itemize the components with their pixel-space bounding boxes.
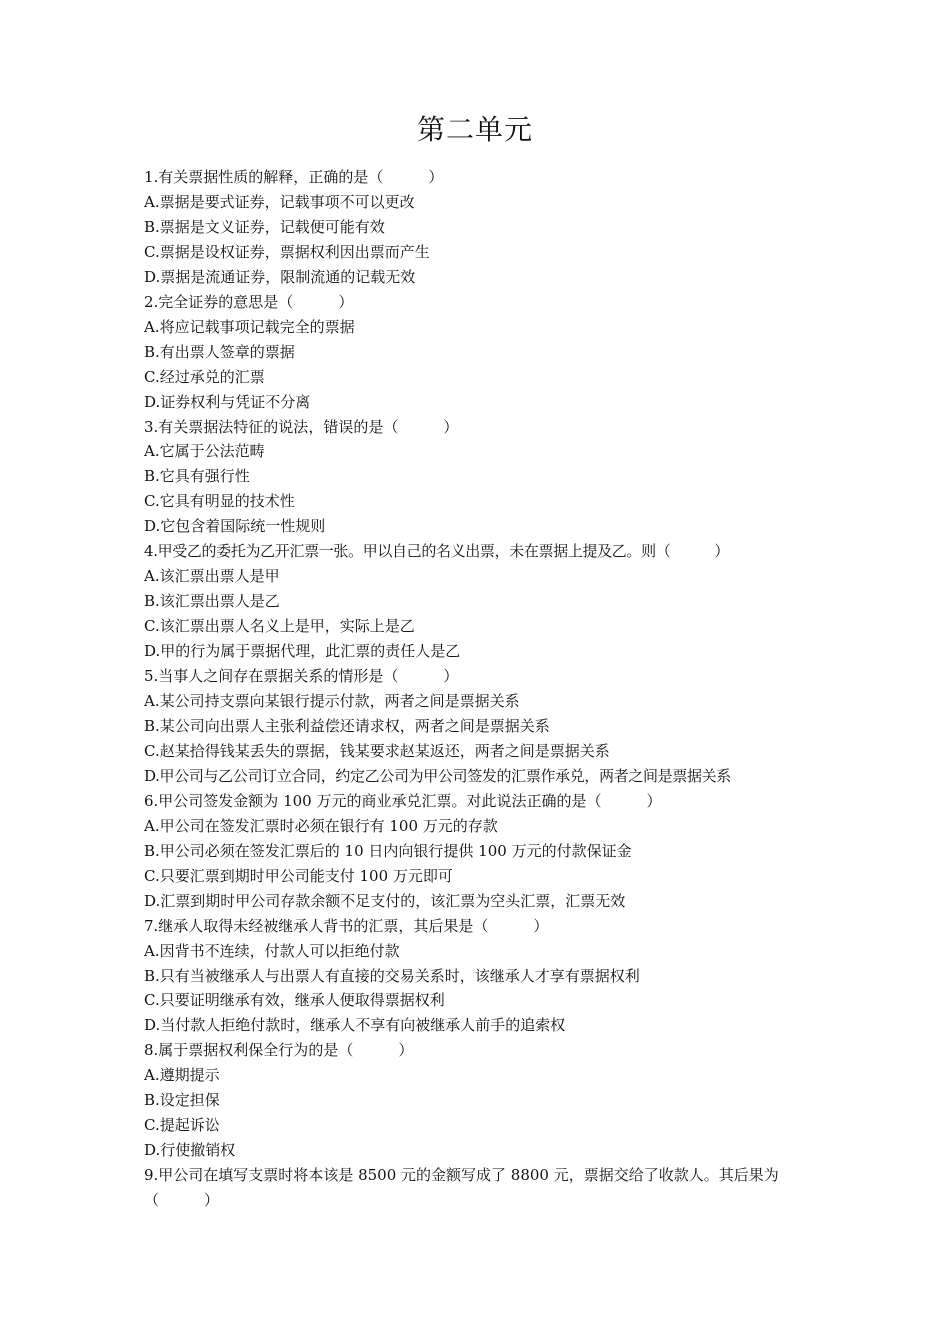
question-list (144, 165, 812, 1213)
answer-option: A.将应记载事项记载完全的票据 (144, 317, 355, 336)
answer-option: D.汇票到期时甲公司存款余额不足支付的，该汇票为空头汇票，汇票无效 (144, 891, 626, 910)
answer-option: C.经过承兑的汇票 (144, 367, 265, 386)
answer-option: D.证券权利与凭证不分离 (144, 392, 311, 411)
question-stem: 2.完全证券的意思是（ ） (144, 292, 354, 311)
answer-option: C.它具有明显的技术性 (144, 492, 295, 511)
question-stem: 6.甲公司签发金额为 100 万元的商业承兑汇票。对此说法正确的是（ ） (144, 791, 662, 810)
question-stem: 7.继承人取得未经被继承人背书的汇票，其后果是（ ） (144, 916, 549, 935)
answer-option: B.只有当被继承人与出票人有直接的交易关系时，该继承人才享有票据权利 (144, 966, 640, 985)
question-stem: 1.有关票据性质的解释，正确的是（ ） (144, 168, 444, 186)
question-stem: 9.甲公司在填写支票时将本该是 8500 元的金额写成了 8800 元，票据交给了收款人。其后果为（ ） (144, 1166, 779, 1210)
answer-option: B.甲公司必须在签发汇票后的 10 日内向银行提供 100 万元的付款保证金 (144, 841, 632, 860)
answer-option: A.甲公司在签发汇票时必须在银行有 100 万元的存款 (144, 816, 498, 835)
answer-option: C.票据是设权证券，票据权利因出票而产生 (144, 242, 430, 261)
answer-option: B.票据是文义证券，记载便可能有效 (144, 217, 385, 236)
answer-option: C.该汇票出票人名义上是甲，实际上是乙 (144, 617, 415, 636)
answer-option: A.它属于公法范畴 (144, 442, 265, 461)
question-stem: 8.属于票据权利保全行为的是（ ） (144, 1041, 414, 1060)
answer-option: C.赵某拾得钱某丢失的票据，钱某要求赵某返还，两者之间是票据关系 (144, 741, 610, 760)
answer-option: B.该汇票出票人是乙 (144, 592, 280, 611)
answer-option: A.某公司持支票向某银行提示付款，两者之间是票据关系 (144, 692, 520, 711)
answer-option: C.只要汇票到期时甲公司能支付 100 万元即可 (144, 866, 453, 885)
answer-option: D.行使撤销权 (144, 1141, 236, 1160)
answer-option: C.提起诉讼 (144, 1116, 220, 1135)
answer-option: D.票据是流通证券，限制流通的记载无效 (144, 267, 416, 286)
answer-option: D.甲的行为属于票据代理，此汇票的责任人是乙 (144, 642, 461, 661)
question-stem: 5.当事人之间存在票据关系的情形是（ ） (144, 667, 459, 686)
page-title: 第二单元 (416, 113, 533, 146)
answer-option: A.票据是要式证券，记载事项不可以更改 (144, 192, 415, 211)
answer-option: C.只要证明继承有效，继承人便取得票据权利 (144, 991, 445, 1010)
answer-option: A.遵期提示 (144, 1066, 220, 1085)
answer-option: D.甲公司与乙公司订立合同，约定乙公司为甲公司签发的汇票作承兑，两者之间是票据关系 (144, 766, 731, 785)
answer-option: A.该汇票出票人是甲 (144, 567, 280, 586)
answer-option: B.它具有强行性 (144, 467, 250, 486)
answer-option: B.某公司向出票人主张利益偿还请求权，两者之间是票据关系 (144, 716, 550, 735)
question-stem: 4.甲受乙的委托为乙开汇票一张。甲以自己的名义出票，未在票据上提及乙。则（ ） (144, 542, 729, 561)
answer-option: D.当付款人拒绝付款时，继承人不享有向被继承人前手的追索权 (144, 1016, 566, 1035)
question-stem: 3.有关票据法特征的说法，错误的是（ ） (144, 417, 459, 436)
answer-option: B.设定担保 (144, 1091, 220, 1110)
answer-option: D.它包含着国际统一性规则 (144, 517, 326, 536)
answer-option: A.因背书不连续，付款人可以拒绝付款 (144, 941, 400, 960)
answer-option: B.有出票人签章的票据 (144, 342, 295, 361)
